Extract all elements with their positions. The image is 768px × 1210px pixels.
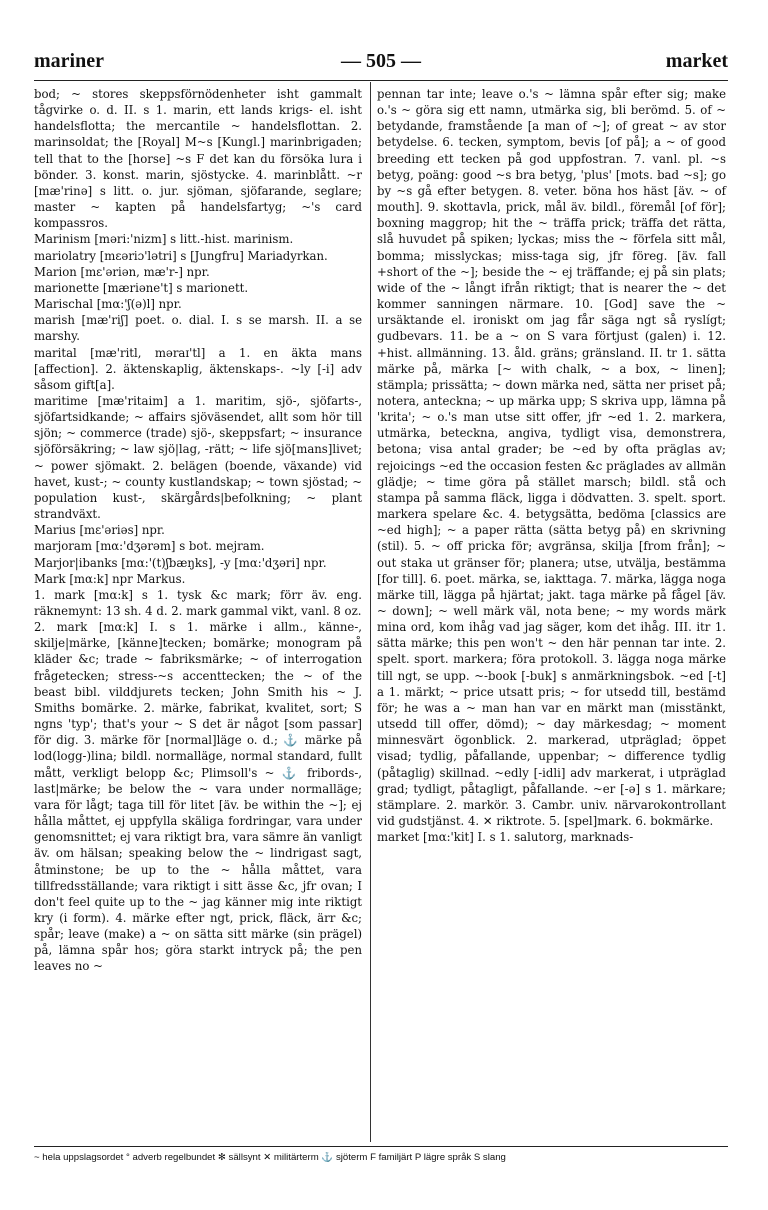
entry-maritime: maritime [mæ'ritaim] a 1. maritim, sjö-, sjöfarts-, sjöfartsidkande; ~ affairs sjöväsendet, allt som hör till sjön; ~ commerce (trade) sjö-, skeppsfart; ~ insurance sjöförsäkring; ~ law sjö|lag, -rätt; ~ life sjö[mans]livet; ~ power sjömakt. 2. belägen (boende, växande) vid havet, kust-; ~ county kustlandskap; ~ town sjöstad; ~ population kust-, skärgårds|befolkning; ~ plant strandväxt.	[34, 393, 362, 522]
entry-marital: marital [mæ'ritl, məraɪ'tl] a 1. en äkta mans [affection]. 2. äktenskaplig, äktenskaps-. ~ly [-i] adv såsom gift[a].	[34, 345, 362, 392]
page-number: — 505 —	[341, 50, 421, 72]
entry-marjoram: marjoram [mα:'dʒərəm] s bot. mejram.	[34, 539, 265, 554]
entry-marion: Marion [mε'əriən, mæ'r-] npr.	[34, 264, 210, 279]
entry-marish: marish [mæ'riʃ] poet. o. dial. I. s se marsh. II. a se marshy.	[34, 313, 362, 344]
entry-marjoribanks: Marjor|ibanks [mα:'(t)ʃbæŋks], -y [mα:'dʒəri] npr.	[34, 555, 327, 570]
column-divider	[370, 82, 371, 1142]
entry-mariolatry: mariolatry [mεəriɔ'lətri] s [Jungfru] Mariadyrkan.	[34, 248, 328, 263]
right-column	[377, 86, 726, 845]
entry-mark-2: 2. mark [mα:k] I. s 1. märke i allm., känne-, skilje|märke, [känne]tecken; bomärke; monogram på kläder &c; trade ~ fabriksmärke; ~ of interrogation frågetecken; stress-~s accenttecken; the ~ of the beast bibl. vilddjurets tecken; John Smith his ~ J. Smiths bomärke. 2. märke, fabrikat, kvalitet, sort; S ngns 'typ'; that's your ~ S det är något [som passar] för dig. 3. märke för [normal]läge o. d.; ⚓ märke på lod(logg-)lina; bildl. normalläge, normal standard, fullt mått, verkligt belopp &c; Plimsoll's ~ ⚓ fribords-, last|märke; be below the ~ vara under normalläge; vara för lågt; taga till för litet [äv. be within the ~]; ej hålla måttet, ej uppfylla skäliga fordringar, vara under genomsnittet; ej vara riktigt bra, vara sämre än vanligt äv. om hälsan; speaking below the ~ lindrigast sagt, åtminstone; be up to the ~ hålla måttet, vara tillfredsställande; vara riktigt i sitt ässe &c, jfr ovan; I don't feel quite up to the ~ jag känner mig inte riktigt kry (i form). 4. märke efter ngt, prick, fläck, ärr &c; spår; leave (make) a ~ on sätta sitt märke (sin prägel) på, lämna spår hos; göra starkt intryck på; the pen leaves no ~	[34, 620, 362, 974]
entry-marionette: marionette [mæriəne't] s marionett.	[34, 280, 249, 295]
entry-marischal: Marischal [mα:'ʃ(ə)l] npr.	[34, 297, 182, 312]
entry-mark-2-continued: pennan tar inte; leave o.'s ~ lämna spår efter sig; make o.'s ~ göra sig ett namn, utmärka sig, bli berömd. 5. of ~ betydande, framstående [a man of ~]; of great ~ av stor betydelse. 6. tecken, symptom, bevis [of på]; a ~ of good breeding ett tecken på god uppfostran. 7. vanl. pl. ~s betyg, poäng: good ~s bra betyg, 'plus' [mots. bad ~s]; go by ~s gå efter betygen. 8. veter. böna hos häst [äv. ~ of mouth]. 9. skottavla, prick, mål äv. bildl., föremål [of för]; boxning maggrop; hit the ~ träffa prick; träffa det rätta, slå huvudet på spiken; lyckas; miss the ~ förfela sitt mål, bomma; misslyckas; miss-taga sig, jfr föreg. [äv. fall +short of the ~]; beside the ~ ej träffande; ej på sin plats; wide of the ~ långt ifrån riktigt; that is nearer the ~ det kommer sanningen närmare. 10. [God] save the ~ ursäktande el. ironiskt om jag får säga ngt så ryslígt; gudbevars. 11. be a ~ on S vara förtjust (galen) i. 12. +hist. allmänning. 13. åld. gräns; gränsland. II. tr 1. sätta märke på, märka [~ with chalk, ~ a box, ~ linen]; stämpla; prissätta; ~ down märka ned, sätta ner priset på; notera, anteckna; ~ up märka upp; S skriva upp, lämna på 'krita'; ~ o.'s man utse sitt offer, jfr ~ed 1. 2. markera, utmärka, beteckna, angiva, tydligt visa, demonstrera, betona; visa antal grader; be ~ed by ofta präglas av; rejoicings ~ed the occasion festen &c präglades av allmän glädje; ~ time göra på stället marsch; bildl. stå och stampa på samma fläck, ligga i dödvatten. 3. spelt. sport. markera spelare &c. 4. betygsätta, bedöma [classics are ~ed high]; ~ a paper rätta (sätta betyg på) en skrivning (stil). 5. ~ off pricka för; avgränsa, skilja [from från]; ~ out staka ut gränser för; planera; utse, utvälja, bestämma [for till]. 6. poet. märka, se, iakttaga. 7. märka, lägga noga märke till, lägga på hjärtat; jakt. taga märke på fågel [äv. ~ down]; ~ well märk väl, nota bene; ~ my words märk mina ord, kom ihåg vad jag säger, kom det ihåg. III. itr 1. sätta märke; this pen won't ~ den här pennan tar inte. 2. spelt. sport. markera; föra protokoll. 3. lägga noga märke till ngt, se upp. ~-book [-buk] s anmärkningsbok. ~ed [-t] a 1. märkt; ~ price utsatt pris; ~ for utsedd till, bestämd för; he was a ~ man han var en märkt man (misstänkt, utsedd till offer, dömd); ~ day märkesdag; ~ moment minnesvärt ögonblick. 2. markerad, utpräglad; öppet visad; tydlig, påfallande, uppenbar; ~ difference tydlig (påtaglig) skillnad. ~edly [-idli] adv markerat, i utpräglad grad; tydligt, påtagligt, påfallande. ~er [-ə] s 1. märkare; stämplare. 2. markör. 3. Cambr. univ. närvarokontrollant vid gudstjänst. 4. ✕ riktrote. 5. [spel]mark. 6. bokmärke.	[377, 87, 726, 829]
page-header	[34, 48, 728, 76]
entry-mark-1: 1. mark [mα:k] s 1. tysk &c mark; förr äv. eng. räknemynt: 13 sh. 4 d. 2. mark gammal vikt, vanl. 8 oz.	[34, 587, 362, 618]
symbol-legend: ~ hela uppslagsordet ° adverb regelbundet ✻ sällsynt ✕ militärterm ⚓ sjöterm F familjärt P lägre språk S slang	[34, 1152, 506, 1163]
header-rule	[34, 80, 728, 81]
entry-mark-npr: Mark [mα:k] npr Markus.	[34, 571, 186, 586]
entry-market: market [mα:'kit] I. s 1. salutorg, marknads-	[377, 830, 634, 845]
left-column	[34, 86, 362, 975]
entry-marius: Marius [mε'əriəs] npr.	[34, 523, 165, 538]
footer-rule	[34, 1146, 728, 1147]
entry-marinism: Marinism [məri:'nizm] s litt.-hist. marinism.	[34, 232, 294, 247]
header-guide-word-right: market	[665, 50, 728, 72]
entry-mariner: bod; ~ stores skeppsförnödenheter isht gammalt tågvirke o. d. II. s 1. marin, ett lands krigs- el. isht handelsflotta; the mercantile ~ handelsflottan. 2. marinsoldat; the [Royal] M~s [Kungl.] marinbrigaden; tell that to the [horse] ~s F det kan du försöka lura i bönder. 3. konst. marin, sjöstycke. 4. marinblått. ~r [mæ'rinə] s litt. o. jur. sjöman, sjöfarande, seglare; master ~ kapten på handelsfartyg; ~'s card kompassros.	[34, 87, 362, 231]
header-guide-word-left: mariner	[34, 50, 104, 72]
